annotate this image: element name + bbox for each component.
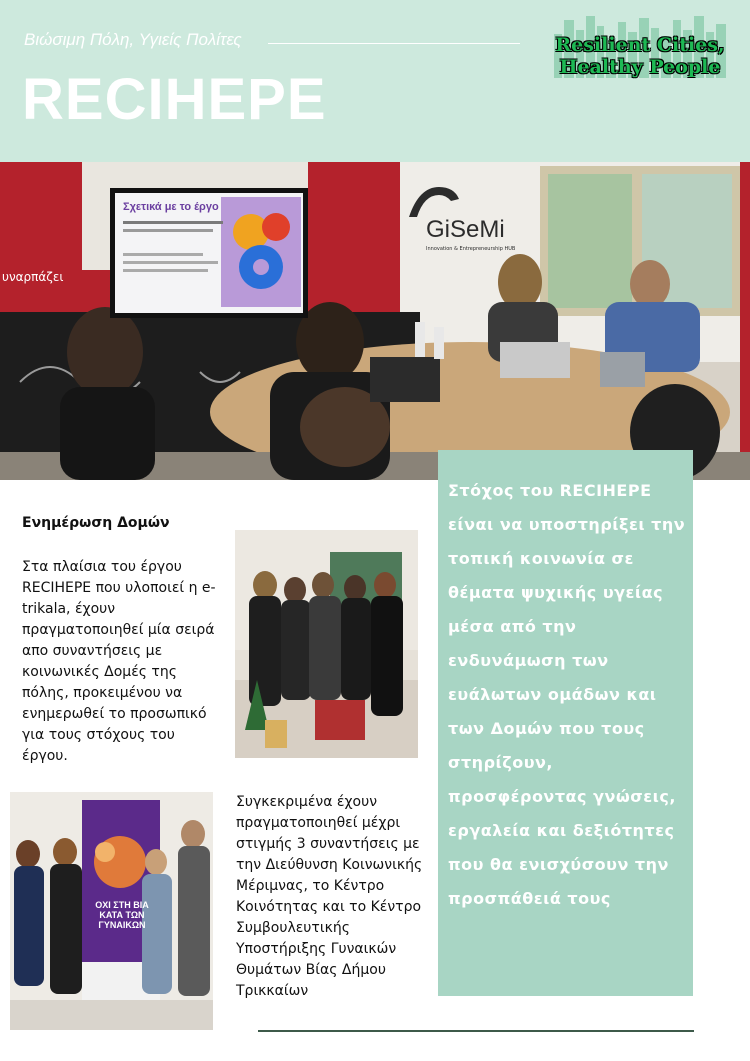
projector-screen [110, 188, 308, 318]
resilient-cities-logo [548, 12, 732, 84]
hub-name: GiSeMi [426, 216, 505, 243]
goal-callout-box [438, 450, 693, 996]
gears-icon [221, 197, 301, 307]
group-photo-counseling-center [10, 792, 213, 1030]
footer-divider [258, 1030, 694, 1032]
page-title: RECIHEPE [22, 67, 327, 132]
goal-statement: Στόχος του RECIHEPE είναι να υποστηρίξει την τοπική κοινωνία σε θέματα ψυχικής υγείας μέσα από την ενδυνάμωση των ευάλωτων ομάδων και των Δομών που τους στηρίζουν, προσφέροντας γνώσεις, εργαλεία και δεξιότητες που θα ενισχύσουν την προσπάθειά τους [448, 481, 686, 908]
header-banner [0, 0, 750, 162]
subtitle-divider [268, 43, 520, 44]
logo-line-2: Healthy People [559, 56, 721, 78]
hub-tagline: Innovation & Entrepreneurship HUB [426, 246, 516, 252]
meeting-photo [0, 162, 750, 480]
gisemi-sign [402, 182, 532, 262]
group-photo-community [235, 530, 418, 758]
logo-line-1: Resilient Cities, [555, 34, 725, 56]
header-subtitle: Βιώσιμη Πόλη, Υγιείς Πολίτες [24, 30, 242, 49]
screen-title: Σχετικά με το έργο [123, 201, 219, 213]
poster-headline: ΟΧΙ ΣΤΗ ΒΙΑ ΚΑΤΑ ΤΩΝ ΓΥΝΑΙΚΩΝ [95, 900, 149, 930]
section-paragraph-2: Συγκεκριμένα έχουν πραγματοποιηθεί μέχρι στιγμής 3 συναντήσεις με την Διεύθυνση Κοινωνικής Μέριμνας, το Κέντρο Κοινότητας και το Κέντρο Συμβουλευτικής Υποστήριξης Γυναικών Θυμάτων Βίας Δήμου Τρικκαίων [236, 794, 423, 999]
section-heading: Ενημέρωση Δομών [22, 515, 170, 531]
wall-slogan: υναρπάζει [2, 270, 64, 284]
section-paragraph-1: Στα πλαίσια του έργου RECIHEPE που υλοποιεί η e-trikala, έχουν πραγματοποιηθεί μία σειρά απο συναντήσεις με κοινωνικές Δομές της πόλης, προκειμένου να ενημερωθεί το προσωπικό για τους στόχους του έργου. [22, 559, 216, 764]
